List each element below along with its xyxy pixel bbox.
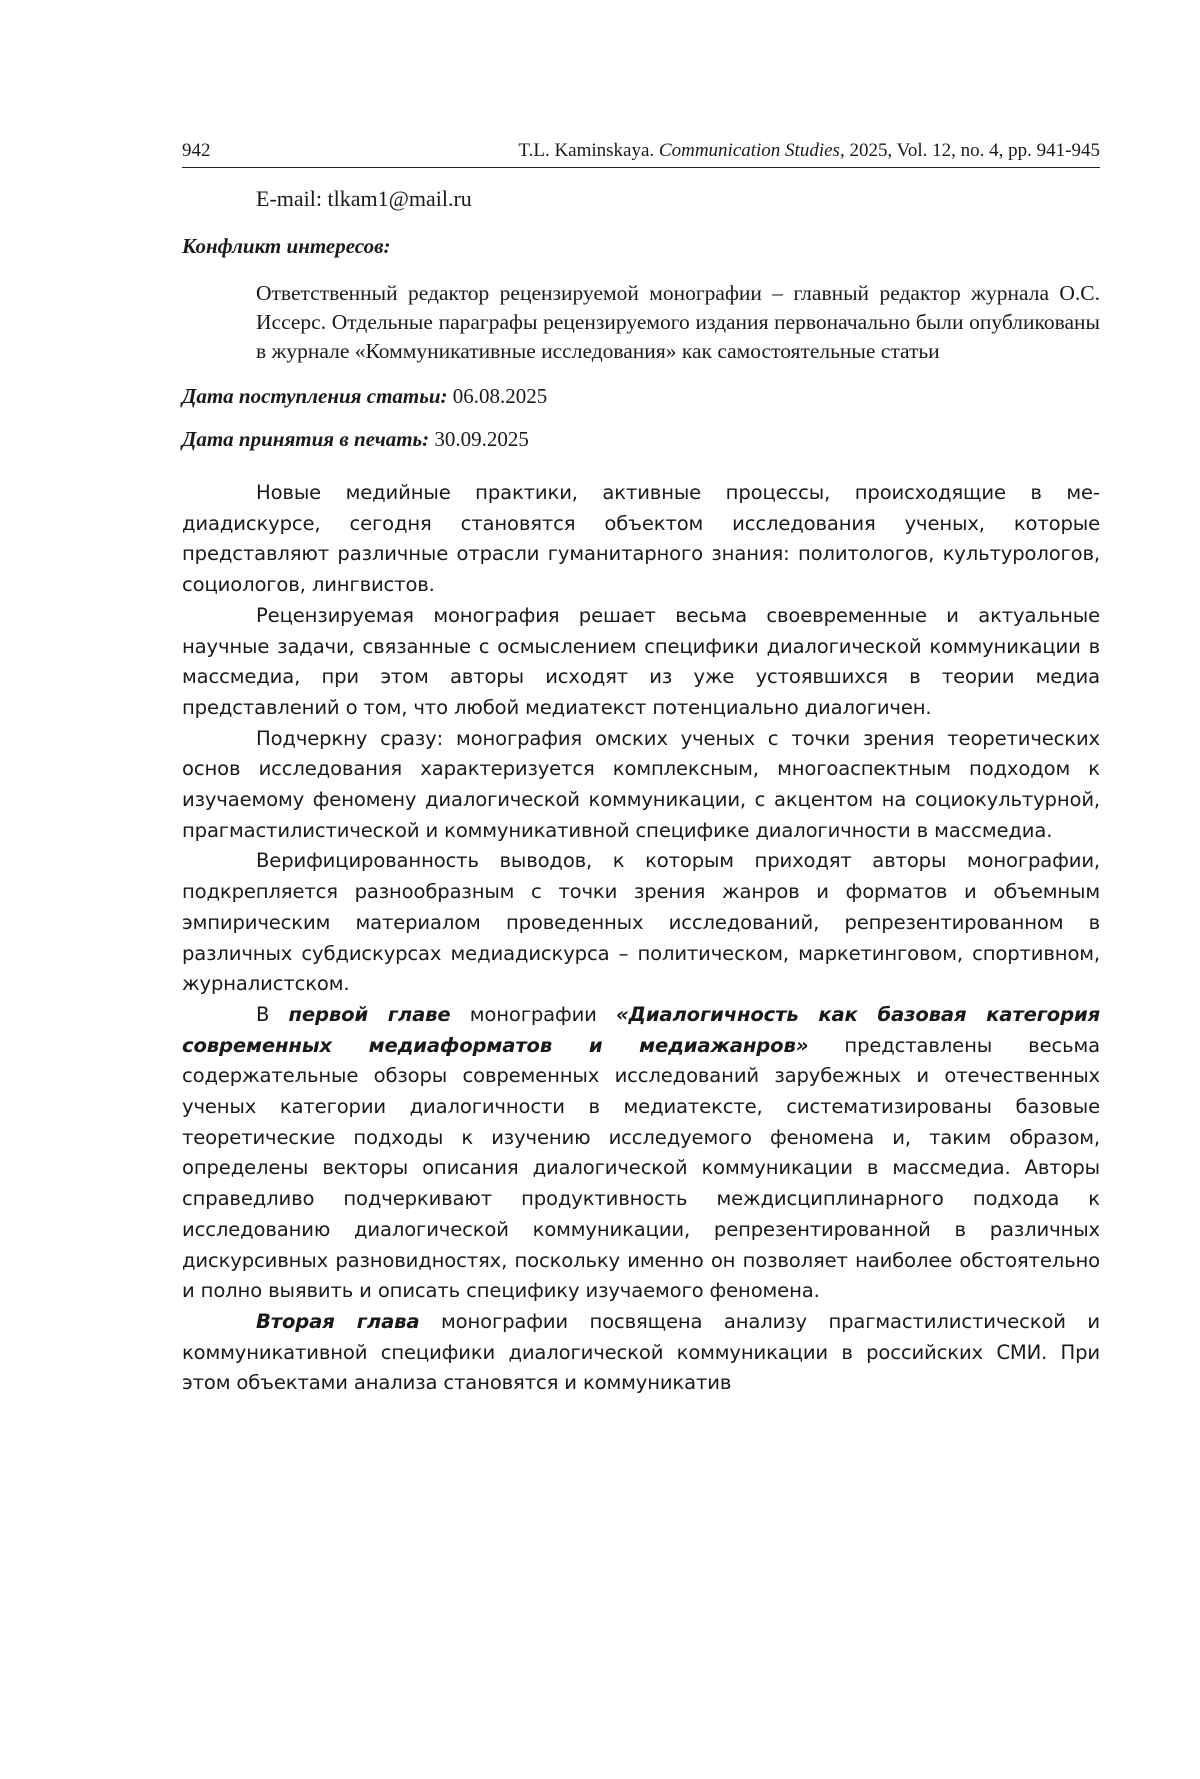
- accepted-date: [182, 427, 1100, 452]
- paragraph-text: монографии посвящена анализу прагмастилистической и коммуникативной специфики диалогической коммуникации в российских СМИ. При этом объектами анализа становятся и коммуникатив: [182, 1309, 1100, 1395]
- paragraph: Подчеркну сразу: монография омских ученых с точки зрения теоретических основ исследования характеризуется комплексным, многоаспектным подходом к изучаемому феномену диалогической коммуникации, с акцентом на социокультурной, прагмастилистической и коммуникативной специфике диалогичности в массмедиа.: [182, 726, 1100, 842]
- chapter-title: «Диалогичность как базовая категория современных медиаформатов и медиажанров»: [182, 1002, 1100, 1057]
- paragraph-text: представлены весьма содержательные обзоры современных исследований зарубежных и отечественных ученых категории диалогичности в медиатексте, систематизированы базовые теоретические подходы к изучению исследуемого феномена и, таким образом, определены векторы описания диалогической коммуникации в массмедиа. Авторы справедливо подчеркивают продуктивность междисциплинарного подхода к исследованию диалогической коммуникации, репрезентированной в различных дискурсивных разновидностях, поскольку именно он позволяет наиболее обстоятельно и полно выявить и описать специфику изучаемого феномена.: [182, 1033, 1100, 1303]
- paragraph: Новые медийные практики, активные процессы, происходящие в медиадискурсе, сегодня становятся объектом исследования ученых, которые представляют различные отрасли гуманитарного знания: политологов, культурологов, социологов, лингвистов.: [182, 481, 1100, 597]
- header-author: T.L. Kaminskaya.: [518, 140, 655, 161]
- paragraph: [182, 1000, 1100, 1307]
- received-date: [182, 384, 1100, 409]
- article-body: [182, 478, 1100, 1399]
- emphasis-first-chapter: первой главе: [288, 1002, 451, 1026]
- header-citation: [518, 140, 1100, 162]
- header-volume: , 2025, Vol. 12, no. 4, pp. 941-945: [839, 140, 1100, 161]
- running-header: [182, 140, 1100, 168]
- paragraph: [182, 1307, 1100, 1399]
- paragraph: Рецензируемая монография решает весьма своевременные и актуальные научные задачи, связанные с осмыслением специфики диалогической коммуникации в массмедиа, при этом авторы исходят из уже устоявшихся в теории медиа представлений о том, что любой медиатекст потенциально диалогичен.: [182, 603, 1100, 719]
- accepted-value: 30.09.2025: [429, 427, 529, 451]
- author-email: E-mail: tlkam1@mail.ru: [256, 186, 472, 211]
- page: [182, 140, 1100, 1399]
- received-label: Дата поступления статьи:: [182, 384, 448, 408]
- emphasis-second-chapter: Вторая глава: [256, 1309, 420, 1333]
- received-value: 06.08.2025: [447, 384, 548, 408]
- header-journal: Communication Studies: [658, 140, 840, 161]
- conflict-text: Ответственный редактор рецензируемой монографии – главный редактор журнала О.С. Иссерс. Отдельные параграфы рецензируемого издания первоначально были опубликованы в журнале «Коммуникативные исследования» как самостоятельные статьи: [256, 281, 1100, 363]
- paragraph: Верифицированность выводов, к которым приходят авторы монографии, подкрепляется разнообразным с точки зрения жанров и форматов и объемным эмпирическим материалом проведенных исследований, репрезентированном в различных субдискурсах медиадискурса – политическом, маркетинговом, спортивном, журналистском.: [182, 849, 1100, 996]
- accepted-label: Дата принятия в печать:: [182, 427, 430, 451]
- conflict-label: Конфликт интересов:: [182, 234, 391, 258]
- paragraph-text: В: [256, 1002, 289, 1026]
- paragraph-text: монографии: [450, 1002, 616, 1026]
- page-number: 942: [182, 140, 211, 161]
